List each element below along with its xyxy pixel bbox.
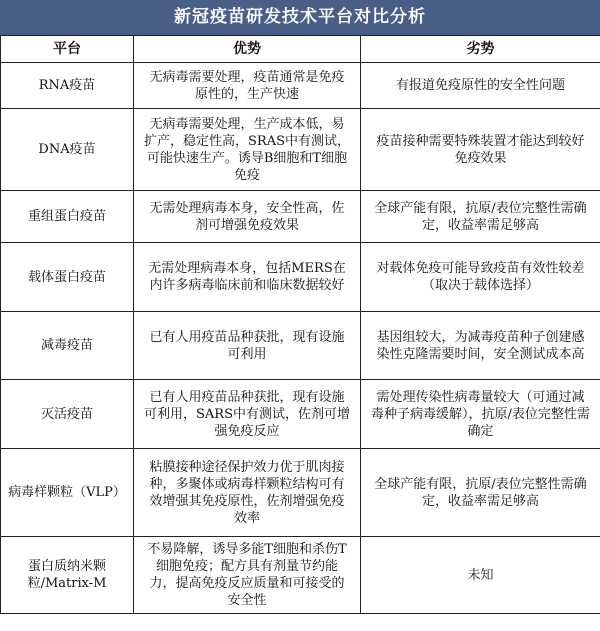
advantage-cell: 已有人用疫苗品种获批，现有设施可利用 xyxy=(134,312,361,380)
advantage-cell: 已有人用疫苗品种获批，现有设施可利用，SARS中有测试，佐剂可增强免疫反应 xyxy=(134,380,361,449)
platform-cell: DNA疫苗 xyxy=(1,109,134,191)
platform-cell: 灭活疫苗 xyxy=(1,380,134,449)
table-row xyxy=(1,537,600,614)
platform-cell: 病毒样颗粒（VLP） xyxy=(1,449,134,537)
header-row xyxy=(1,36,600,63)
disadvantage-cell: 全球产能有限，抗原/表位完整性需确定，收益率需足够高 xyxy=(361,449,600,537)
advantage-cell: 无需处理病毒本身，包括MERS在内许多病毒临床前和临床数据较好 xyxy=(134,243,361,312)
advantage-cell: 不易降解，诱导多能T细胞和杀伤T细胞免疫；配方具有剂量节约能力，提高免疫反应质量和可接受的安全性 xyxy=(134,537,361,614)
disadvantage-cell: 有报道免疫原性的安全性问题 xyxy=(361,63,600,109)
disadvantage-cell: 需处理传染性病毒量较大（可通过减毒种子病毒缓解），抗原/表位完整性需确定 xyxy=(361,380,600,449)
header-disadvantage: 劣势 xyxy=(361,36,600,63)
advantage-cell: 无病毒需要处理，生产成本低，易扩产，稳定性高，SRAS中有测试，可能快速生产。诱导B细胞和T细胞免疫 xyxy=(134,109,361,191)
disadvantage-cell: 全球产能有限，抗原/表位完整性需确定，收益率需足够高 xyxy=(361,191,600,243)
platform-cell: 减毒疫苗 xyxy=(1,312,134,380)
table-title: 新冠疫苗研发技术平台对比分析 xyxy=(0,0,600,35)
disadvantage-cell: 对载体免疫可能导致疫苗有效性较差（取决于载体选择） xyxy=(361,243,600,312)
header-advantage: 优势 xyxy=(134,36,361,63)
table-row xyxy=(1,312,600,380)
advantage-cell: 无病毒需要处理，疫苗通常是免疫原性的，生产快速 xyxy=(134,63,361,109)
disadvantage-cell: 疫苗接种需要特殊装置才能达到较好免疫效果 xyxy=(361,109,600,191)
disadvantage-cell: 未知 xyxy=(361,537,600,614)
table-row xyxy=(1,243,600,312)
platform-cell: 蛋白质纳米颗粒/Matrix-M xyxy=(1,537,134,614)
platform-cell: 载体蛋白疫苗 xyxy=(1,243,134,312)
table-row xyxy=(1,449,600,537)
advantage-cell: 粘膜接种途径保护效力优于肌肉接种，多聚体或病毒样颗粒结构可有效增强其免疫原性，佐剂增强免疫效率 xyxy=(134,449,361,537)
disadvantage-cell: 基因组较大，为减毒疫苗种子创建感染性克隆需要时间，安全测试成本高 xyxy=(361,312,600,380)
advantage-cell: 无需处理病毒本身，安全性高，佐剂可增强免疫效果 xyxy=(134,191,361,243)
platform-cell: RNA疫苗 xyxy=(1,63,134,109)
platform-cell: 重组蛋白疫苗 xyxy=(1,191,134,243)
header-platform: 平台 xyxy=(1,36,134,63)
table-row xyxy=(1,109,600,191)
table-row xyxy=(1,63,600,109)
comparison-table xyxy=(0,35,600,614)
table-row xyxy=(1,380,600,449)
table-row xyxy=(1,191,600,243)
